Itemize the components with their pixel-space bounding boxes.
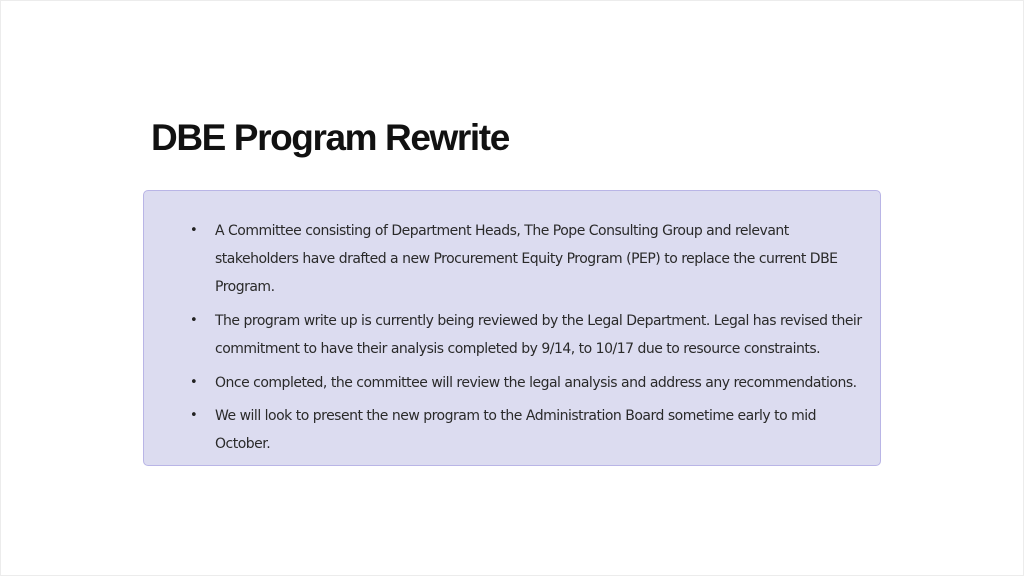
slide-title: DBE Program Rewrite — [151, 117, 509, 158]
bullet-dot-icon: • — [190, 313, 198, 328]
bullet-text: Once completed, the committee will review the legal analysis and address any recommendations. — [215, 375, 857, 391]
bullet-dot-icon: • — [190, 375, 198, 390]
bullet-text: We will look to present the new program to the Administration Board sometime early to mid October. — [215, 408, 817, 452]
bullet-dot-icon: • — [190, 408, 198, 423]
bullet-dot-icon: • — [190, 223, 198, 238]
bullet-box — [143, 190, 881, 466]
bullet-text: The program write up is currently being reviewed by the Legal Department. Legal has revised their commitment to have their analysis completed by 9/14, to 10/17 due to resource constraints. — [215, 313, 862, 357]
bullet-text: A Committee consisting of Department Heads, The Pope Consulting Group and relevant stakeholders have drafted a new Procurement Equity Program (PEP) to replace the current DBE Program. — [215, 223, 838, 295]
